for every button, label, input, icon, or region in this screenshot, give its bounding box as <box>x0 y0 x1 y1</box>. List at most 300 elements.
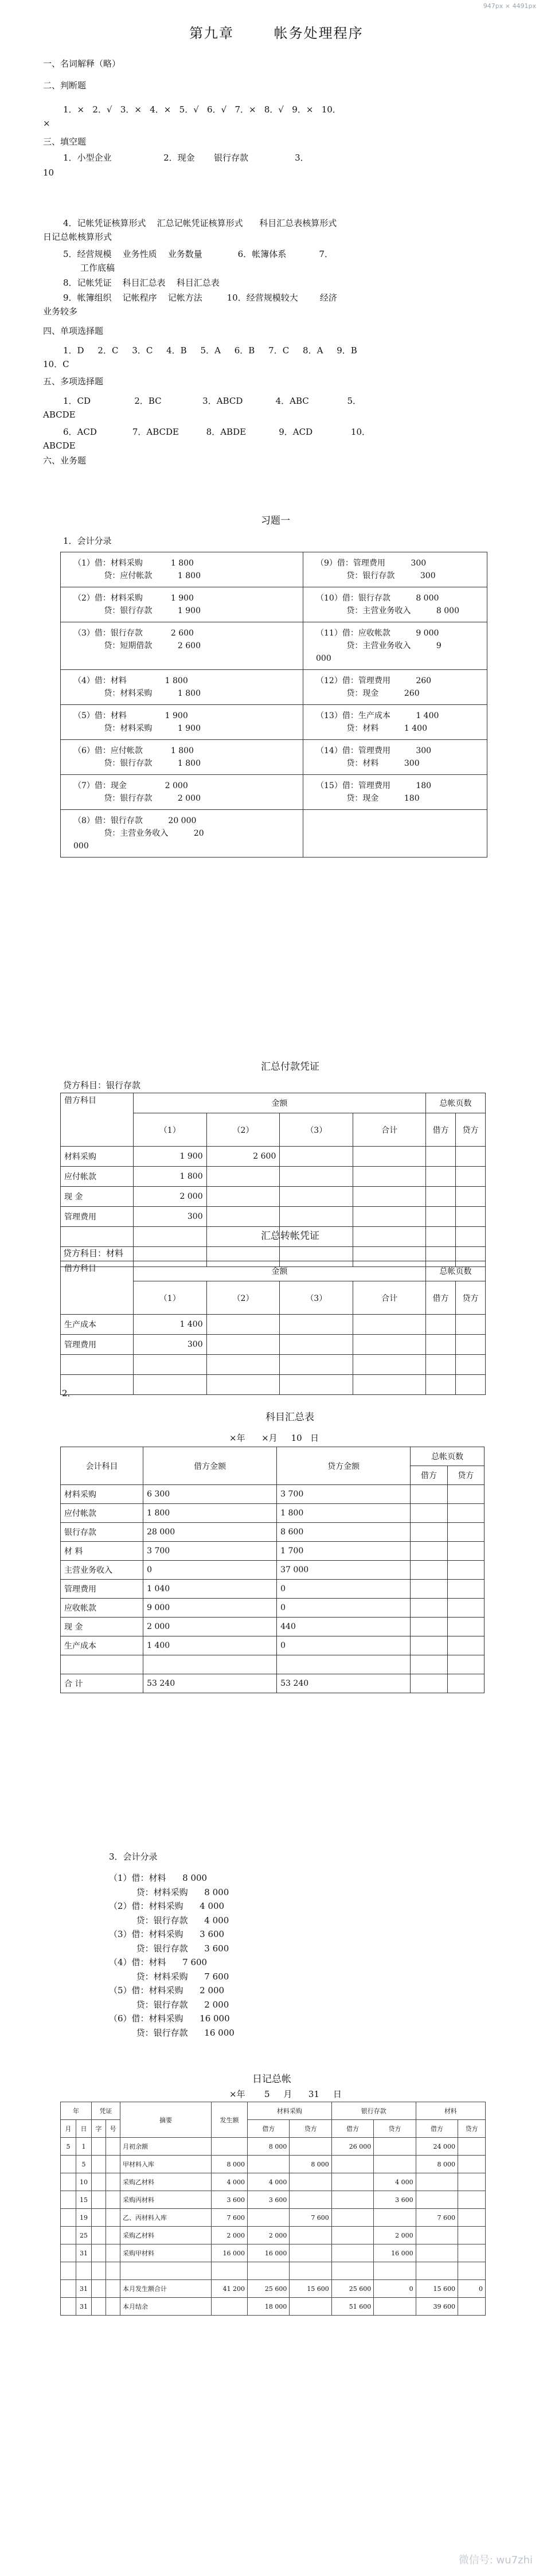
account-name: 应收帐款 <box>61 1599 143 1618</box>
bank-credit-cell: 0 <box>374 2280 416 2298</box>
purchase-credit-cell <box>290 2173 331 2191</box>
total-credit: 53 240 <box>277 1674 411 1693</box>
bank-credit-cell <box>374 2209 416 2227</box>
bank-debit-cell <box>331 2173 373 2191</box>
empty-cell <box>426 1167 456 1187</box>
entry-line: 贷：银行存款 4 000 <box>109 1915 229 1926</box>
empty-cell <box>447 1485 484 1504</box>
purchase-debit-cell: 4 000 <box>248 2173 290 2191</box>
material-credit-cell <box>458 2262 486 2280</box>
empty-cell <box>411 1580 447 1599</box>
multi-choice-6-cont: ABCDE <box>43 441 76 451</box>
empty-cell <box>353 1207 426 1227</box>
purchase-debit-cell <box>248 2209 290 2227</box>
fill-blank-4: 4．记帐凭证核算形式 汇总记帐凭证核算形式 科目汇总表核算形式 <box>63 218 337 228</box>
bank-credit-cell <box>374 2138 416 2156</box>
summary-date: ×年 ×月 10 日 <box>229 1433 319 1443</box>
bank-debit-cell: 26 000 <box>331 2138 373 2156</box>
empty-cell <box>447 1504 484 1523</box>
table-row <box>61 2209 486 2227</box>
month-cell <box>61 2262 76 2280</box>
summary-cell: 采购乙材料 <box>120 2173 212 2191</box>
header-cr: 贷方 <box>374 2120 416 2138</box>
entry-cell-left <box>61 775 303 810</box>
empty-cell <box>206 1315 280 1335</box>
bank-debit-cell <box>331 2191 373 2209</box>
empty-cell <box>353 1227 426 1247</box>
entry-line: （2）借：材料采购 1 900 <box>73 594 194 603</box>
occurrence-cell: 16 000 <box>212 2244 248 2262</box>
account-name: 生产成本 <box>61 1315 134 1335</box>
account-name: 管理费用 <box>61 1207 134 1227</box>
header-material: 材料 <box>416 2102 485 2120</box>
header-debit-account: 借方科目 <box>61 1261 134 1315</box>
table-row <box>61 2280 486 2298</box>
entry-line: （5）借：材料 1 900 <box>73 711 188 720</box>
judgement-answers: 1．× 2．√ 3．× 4．× 5．√ 6．√ 7．× 8．√ 9．× 10． <box>63 104 341 115</box>
header-dr: 借方 <box>426 1281 456 1315</box>
entry-cell-right <box>303 705 487 740</box>
entry-line: 000 <box>316 654 331 663</box>
entry-line: 贷：材料 1 400 <box>316 724 427 733</box>
header-col1: （1） <box>133 1113 206 1147</box>
header-ledger-page: 总帐页数 <box>426 1093 486 1113</box>
empty-cell <box>206 1375 280 1395</box>
bank-credit-cell: 3 600 <box>374 2191 416 2209</box>
occurrence-cell <box>212 2298 248 2316</box>
payment-voucher-credit: 贷方科目：银行存款 <box>63 1080 141 1090</box>
account-name: 现 金 <box>61 1187 134 1207</box>
account-name: 应付帐款 <box>61 1167 134 1187</box>
empty-cell <box>411 1542 447 1561</box>
entry-line: 贷：主营业务收入 8 000 <box>316 606 459 615</box>
entry-line: 贷：短期借款 2 600 <box>73 641 201 650</box>
fill-blank-1-cont: 10 <box>43 167 54 178</box>
amount-col2: 2 600 <box>206 1147 280 1167</box>
empty-cell <box>133 1227 206 1247</box>
entry-line: （14）借：管理费用 300 <box>316 746 432 755</box>
empty-cell <box>426 1147 456 1167</box>
page-title <box>189 22 398 42</box>
table-row <box>61 1375 486 1395</box>
month-cell <box>61 2173 76 2191</box>
bank-debit-cell <box>331 2156 373 2173</box>
table-row <box>61 2262 486 2280</box>
entry-line: 贷：主营业务收入 9 <box>316 641 442 650</box>
credit-amount: 440 <box>277 1618 411 1636</box>
fill-blank-1: 1．小型企业 2．现金 银行存款 3． <box>63 153 309 163</box>
entry-line: 贷：材料采购 7 600 <box>109 1971 229 1982</box>
exercise-title: 习题一 <box>261 515 290 527</box>
payment-voucher-title: 汇总付款凭证 <box>261 1061 319 1073</box>
voucher-zi-cell <box>92 2280 106 2298</box>
bank-credit-cell <box>374 2298 416 2316</box>
table-row <box>61 2173 486 2191</box>
occurrence-cell: 4 000 <box>212 2173 248 2191</box>
credit-amount: 0 <box>277 1580 411 1599</box>
bank-credit-cell <box>374 2156 416 2173</box>
table-row <box>61 1207 486 1227</box>
purchase-debit-cell <box>248 2156 290 2173</box>
voucher-zi-cell <box>92 2173 106 2191</box>
journal-entries-table <box>60 552 487 858</box>
header-bank-deposit: 银行存款 <box>331 2102 416 2120</box>
empty-cell <box>426 1375 456 1395</box>
entry-line: 贷：主营业务收入 20 <box>73 829 204 838</box>
purchase-debit-cell: 16 000 <box>248 2244 290 2262</box>
item-3-title: 3．会计分录 <box>109 1852 158 1862</box>
entry-cell-right <box>303 810 487 858</box>
material-debit-cell <box>416 2227 458 2244</box>
empty-cell <box>353 1375 426 1395</box>
header-account: 会计科目 <box>61 1447 143 1485</box>
material-credit-cell <box>458 2191 486 2209</box>
empty-cell <box>455 1147 485 1167</box>
bank-debit-cell <box>331 2244 373 2262</box>
voucher-zi-cell <box>92 2191 106 2209</box>
entry-line: 贷：现金 260 <box>316 689 420 698</box>
entry-line: （12）借：管理费用 260 <box>316 676 432 685</box>
material-credit-cell <box>458 2298 486 2316</box>
occurrence-cell: 2 000 <box>212 2227 248 2244</box>
entry-cell-left <box>61 587 303 622</box>
debit-amount: 1 800 <box>143 1504 277 1523</box>
empty-cell <box>280 1187 353 1207</box>
table-row <box>61 1542 485 1561</box>
occurrence-cell <box>212 2138 248 2156</box>
table-row <box>61 1167 486 1187</box>
purchase-credit-cell <box>290 2227 331 2244</box>
amount-col1: 1 400 <box>133 1315 206 1335</box>
table-row <box>61 1504 485 1523</box>
entry-line: 贷：银行存款 1 900 <box>73 606 201 615</box>
table-row <box>61 1187 486 1207</box>
voucher-zi-cell <box>92 2227 106 2244</box>
bank-debit-cell <box>331 2262 373 2280</box>
empty-cell <box>426 1207 456 1227</box>
section-business: 六、业务题 <box>43 455 87 466</box>
table-row <box>61 2244 486 2262</box>
header-amount: 金额 <box>133 1093 425 1113</box>
entry-line: 贷：应付帐款 1 800 <box>73 571 201 580</box>
credit-amount: 8 600 <box>277 1523 411 1542</box>
credit-amount: 0 <box>277 1636 411 1655</box>
voucher-zi-cell <box>92 2298 106 2316</box>
multi-choice-1-cont: ABCDE <box>43 410 76 420</box>
debit-amount: 1 400 <box>143 1636 277 1655</box>
voucher-hao-cell <box>106 2298 120 2316</box>
amount-col1: 300 <box>133 1335 206 1355</box>
header-dr: 借方 <box>331 2120 373 2138</box>
empty-cell <box>411 1523 447 1542</box>
summary-cell: 采购乙材料 <box>120 2227 212 2244</box>
material-credit-cell <box>458 2173 486 2191</box>
empty-cell <box>455 1167 485 1187</box>
empty-cell <box>133 1355 206 1375</box>
entry-line: （3）借：银行存款 2 600 <box>73 629 194 638</box>
empty-cell <box>353 1355 426 1375</box>
table-row <box>61 1618 485 1636</box>
empty-cell <box>426 1187 456 1207</box>
empty-cell <box>353 1147 426 1167</box>
empty-cell <box>61 1355 134 1375</box>
entry-line: （8）借：银行存款 20 000 <box>73 816 197 825</box>
voucher-hao-cell <box>106 2262 120 2280</box>
entry-line: 贷：材料采购 1 900 <box>73 724 201 733</box>
transfer-voucher-title: 汇总转帐凭证 <box>261 1230 319 1242</box>
voucher-hao-cell <box>106 2191 120 2209</box>
header-occurrence: 发生额 <box>212 2102 248 2138</box>
empty-cell <box>411 1636 447 1655</box>
material-debit-cell <box>416 2191 458 2209</box>
image-dimensions: 947px × 4491px <box>483 2 536 10</box>
debit-amount: 3 700 <box>143 1542 277 1561</box>
empty-cell <box>447 1542 484 1561</box>
entry-line: （2）借：材料采购 4 000 <box>109 1901 225 1911</box>
header-cr: 贷方 <box>455 1113 485 1147</box>
empty-cell <box>411 1599 447 1618</box>
transfer-voucher-table <box>60 1261 486 1395</box>
table-row <box>61 2227 486 2244</box>
bank-credit-cell: 16 000 <box>374 2244 416 2262</box>
account-name: 材料采购 <box>61 1147 134 1167</box>
month-cell <box>61 2156 76 2173</box>
table-row <box>61 1315 486 1335</box>
entry-line: （11）借：应收帐款 9 000 <box>316 629 439 638</box>
single-choice-answer-last: 10．C <box>43 359 69 369</box>
empty-cell <box>280 1355 353 1375</box>
empty-cell <box>277 1655 411 1674</box>
header-col3: （3） <box>280 1113 353 1147</box>
material-credit-cell: 0 <box>458 2280 486 2298</box>
amount-col2 <box>206 1207 280 1227</box>
debit-amount: 28 000 <box>143 1523 277 1542</box>
purchase-credit-cell: 7 600 <box>290 2209 331 2227</box>
amount-col1: 1 800 <box>133 1167 206 1187</box>
entry-line: （7）借：现金 2 000 <box>73 781 188 790</box>
fill-blank-8: 8．记帐凭证 科目汇总表 科目汇总表 <box>63 278 220 288</box>
empty-cell <box>447 1674 484 1693</box>
purchase-debit-cell: 2 000 <box>248 2227 290 2244</box>
empty-cell <box>411 1674 447 1693</box>
summary-cell: 乙、丙材料入库 <box>120 2209 212 2227</box>
voucher-zi-cell <box>92 2262 106 2280</box>
day-cell: 5 <box>76 2156 92 2173</box>
voucher-hao-cell <box>106 2227 120 2244</box>
day-cell: 19 <box>76 2209 92 2227</box>
chapter-title: 帐务处理程序 <box>274 25 364 41</box>
entry-cell-right <box>303 552 487 587</box>
table-row <box>61 1485 485 1504</box>
material-credit-cell <box>458 2156 486 2173</box>
empty-cell <box>206 1355 280 1375</box>
empty-cell <box>447 1580 484 1599</box>
table-row <box>61 2138 486 2156</box>
material-credit-cell <box>458 2209 486 2227</box>
empty-cell <box>411 1504 447 1523</box>
empty-cell <box>143 1655 277 1674</box>
table-row <box>61 1147 486 1167</box>
credit-amount: 1 800 <box>277 1504 411 1523</box>
table-row <box>61 1580 485 1599</box>
header-summary: 摘要 <box>120 2102 212 2138</box>
table-row <box>61 1655 485 1674</box>
account-name: 管理费用 <box>61 1580 143 1599</box>
header-year: 年 <box>61 2102 92 2120</box>
entry-line: 贷：材料 300 <box>316 759 420 768</box>
material-debit-cell: 7 600 <box>416 2209 458 2227</box>
entry-line: 000 <box>73 841 89 851</box>
amount-col2 <box>206 1167 280 1187</box>
entry-line: 贷：现金 180 <box>316 794 420 803</box>
debit-amount: 6 300 <box>143 1485 277 1504</box>
header-day: 日 <box>76 2120 92 2138</box>
account-name: 银行存款 <box>61 1523 143 1542</box>
entry-line: 贷：材料采购 1 800 <box>73 689 201 698</box>
empty-cell <box>426 1335 456 1355</box>
account-name: 主营业务收入 <box>61 1561 143 1580</box>
header-material-purchase: 材料采购 <box>248 2102 332 2120</box>
entry-line: 贷：银行存款 16 000 <box>109 2027 235 2038</box>
empty-cell <box>447 1599 484 1618</box>
multi-choice-6: 6．ACD 7．ABCDE 8．ABDE 9．ACD 10． <box>63 427 370 437</box>
header-col1: （1） <box>133 1281 206 1315</box>
credit-amount: 1 700 <box>277 1542 411 1561</box>
empty-cell <box>280 1147 353 1167</box>
table-row <box>61 1355 486 1375</box>
purchase-credit-cell <box>290 2244 331 2262</box>
debit-amount: 9 000 <box>143 1599 277 1618</box>
journal-ledger-title: 日记总帐 <box>252 2074 291 2085</box>
table-row <box>61 1335 486 1355</box>
bank-credit-cell: 4 000 <box>374 2173 416 2191</box>
amount-col1: 2 000 <box>133 1187 206 1207</box>
empty-cell <box>206 1335 280 1355</box>
empty-cell <box>61 1655 143 1674</box>
empty-cell <box>411 1655 447 1674</box>
empty-cell <box>455 1207 485 1227</box>
occurrence-cell: 8 000 <box>212 2156 248 2173</box>
summary-cell <box>120 2262 212 2280</box>
amount-col2 <box>206 1187 280 1207</box>
empty-cell <box>411 1485 447 1504</box>
occurrence-cell: 7 600 <box>212 2209 248 2227</box>
journal-ledger-table <box>60 2102 486 2316</box>
header-dr: 借方 <box>426 1113 456 1147</box>
day-cell: 31 <box>76 2280 92 2298</box>
purchase-debit-cell <box>248 2262 290 2280</box>
day-cell: 31 <box>76 2298 92 2316</box>
credit-amount: 37 000 <box>277 1561 411 1580</box>
empty-cell <box>280 1375 353 1395</box>
material-debit-cell: 8 000 <box>416 2156 458 2173</box>
empty-cell <box>426 1227 456 1247</box>
purchase-credit-cell: 8 000 <box>290 2156 331 2173</box>
empty-cell <box>447 1655 484 1674</box>
bank-debit-cell: 25 600 <box>331 2280 373 2298</box>
account-name: 材 料 <box>61 1542 143 1561</box>
account-name: 生产成本 <box>61 1636 143 1655</box>
entry-cell-left <box>61 670 303 705</box>
entry-cell-right <box>303 670 487 705</box>
header-col2: （2） <box>206 1113 280 1147</box>
entry-cell-left <box>61 705 303 740</box>
section-fill-blank: 三、填空题 <box>43 137 87 147</box>
purchase-debit-cell: 8 000 <box>248 2138 290 2156</box>
entry-line: （1）借：材料采购 1 800 <box>73 559 194 568</box>
header-col3: （3） <box>280 1281 353 1315</box>
table-row <box>61 2156 486 2173</box>
voucher-hao-cell <box>106 2156 120 2173</box>
empty-cell <box>280 1335 353 1355</box>
section-terms: 一、名词解释（略） <box>43 59 121 69</box>
summary-cell: 采购甲材料 <box>120 2244 212 2262</box>
empty-cell <box>280 1167 353 1187</box>
summary-title: 科目汇总表 <box>265 1412 314 1423</box>
credit-amount: 0 <box>277 1599 411 1618</box>
empty-cell <box>426 1355 456 1375</box>
multi-choice-1: 1．CD 2．BC 3．ABCD 4．ABC 5． <box>63 396 362 406</box>
empty-cell <box>61 1227 134 1247</box>
table-row <box>61 2298 486 2316</box>
day-cell <box>76 2262 92 2280</box>
header-cr: 贷方 <box>447 1466 484 1485</box>
entry-line: （13）借：生产成本 1 400 <box>316 711 439 720</box>
amount-col1: 1 900 <box>133 1147 206 1167</box>
entry-cell-right <box>303 775 487 810</box>
purchase-credit-cell: 15 600 <box>290 2280 331 2298</box>
summary-cell: 本月结余 <box>120 2298 212 2316</box>
header-total: 合计 <box>353 1281 426 1315</box>
table-row <box>61 1561 485 1580</box>
item-3-entries <box>109 1871 235 2040</box>
chapter-label: 第九章 <box>189 25 234 41</box>
header-hao: 号 <box>106 2120 120 2138</box>
empty-cell <box>455 1335 485 1355</box>
total-row <box>61 1674 485 1693</box>
fill-blank-5-cont: 工作底稿 <box>80 263 115 273</box>
empty-cell <box>447 1523 484 1542</box>
empty-cell <box>280 1207 353 1227</box>
header-zi: 字 <box>92 2120 106 2138</box>
voucher-hao-cell <box>106 2138 120 2156</box>
day-cell: 15 <box>76 2191 92 2209</box>
judgement-answer-last: × <box>43 118 50 128</box>
entry-line: 贷：银行存款 2 000 <box>73 794 201 803</box>
header-cr: 贷方 <box>290 2120 331 2138</box>
exercise-subtitle: 1．会计分录 <box>63 536 112 546</box>
empty-cell <box>353 1167 426 1187</box>
day-cell: 10 <box>76 2173 92 2191</box>
watermark: 微信号: wu7zhi <box>458 2554 533 2566</box>
entry-line: （5）借：材料采购 2 000 <box>109 1985 225 1996</box>
summary-cell: 本月发生额合计 <box>120 2280 212 2298</box>
occurrence-cell: 3 600 <box>212 2191 248 2209</box>
header-cr: 贷方 <box>455 1281 485 1315</box>
entry-line: （10）借：银行存款 8 000 <box>316 594 439 603</box>
purchase-credit-cell <box>290 2262 331 2280</box>
item-2-label: 2． <box>62 1388 76 1398</box>
voucher-zi-cell <box>92 2244 106 2262</box>
bank-credit-cell: 2 000 <box>374 2227 416 2244</box>
purchase-debit-cell: 18 000 <box>248 2298 290 2316</box>
empty-cell <box>455 1227 485 1247</box>
material-debit-cell: 39 600 <box>416 2298 458 2316</box>
month-cell <box>61 2280 76 2298</box>
empty-cell <box>353 1335 426 1355</box>
transfer-voucher-credit: 贷方科目：材料 <box>63 1248 124 1258</box>
month-cell <box>61 2227 76 2244</box>
